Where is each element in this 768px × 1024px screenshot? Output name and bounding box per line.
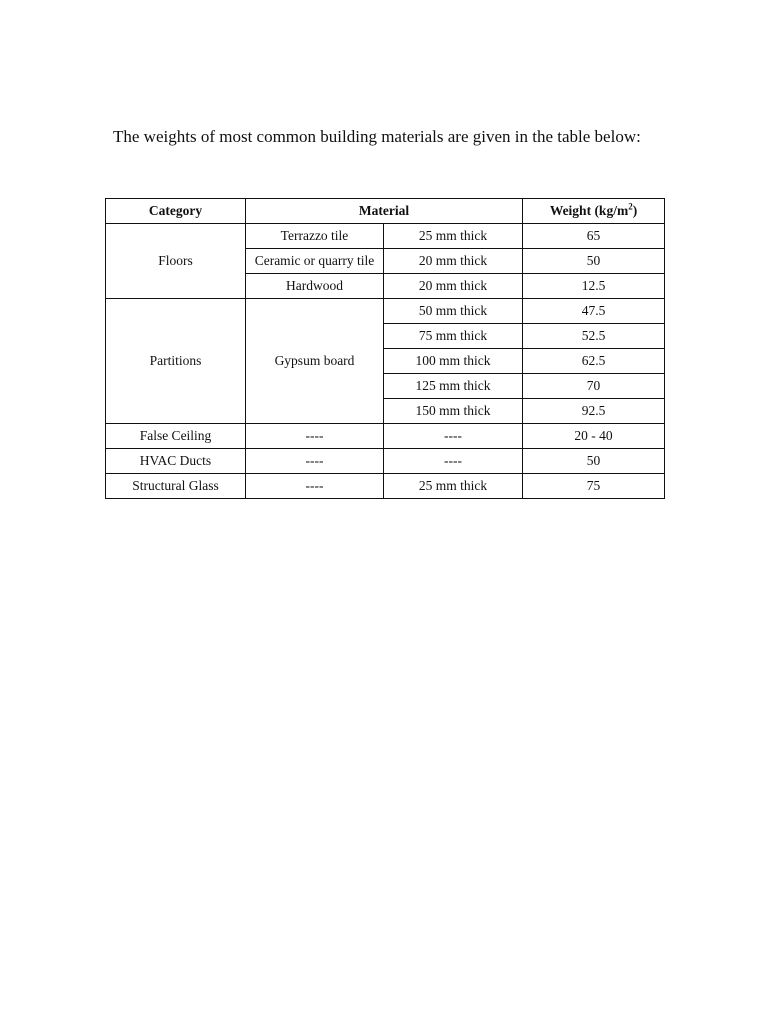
- table-row: [106, 299, 665, 324]
- category-cell: Partitions: [106, 299, 246, 424]
- category-cell: False Ceiling: [106, 424, 246, 449]
- thickness-cell: 50 mm thick: [384, 299, 523, 324]
- thickness-cell: 150 mm thick: [384, 399, 523, 424]
- weight-cell: 50: [523, 249, 665, 274]
- weight-cell: 65: [523, 224, 665, 249]
- header-weight-sup: 2: [628, 201, 633, 212]
- material-cell: Terrazzo tile: [246, 224, 384, 249]
- weight-cell: 92.5: [523, 399, 665, 424]
- header-category: Category: [106, 199, 246, 224]
- weight-cell: 50: [523, 449, 665, 474]
- material-cell: ----: [246, 474, 384, 499]
- thickness-cell: 25 mm thick: [384, 474, 523, 499]
- weight-cell: 70: [523, 374, 665, 399]
- thickness-cell: ----: [384, 424, 523, 449]
- weight-cell: 20 - 40: [523, 424, 665, 449]
- thickness-cell: 75 mm thick: [384, 324, 523, 349]
- header-weight-suffix: ): [632, 203, 638, 218]
- thickness-cell: 20 mm thick: [384, 249, 523, 274]
- materials-weight-table: [105, 198, 665, 499]
- intro-paragraph: The weights of most common building materials are given in the table below:: [113, 127, 641, 146]
- table-header-row: [106, 199, 665, 224]
- category-cell: Floors: [106, 224, 246, 299]
- thickness-cell: 25 mm thick: [384, 224, 523, 249]
- category-cell: Structural Glass: [106, 474, 246, 499]
- table-row: [106, 424, 665, 449]
- header-material: Material: [246, 199, 523, 224]
- weight-cell: 47.5: [523, 299, 665, 324]
- thickness-cell: 125 mm thick: [384, 374, 523, 399]
- table-row: [106, 449, 665, 474]
- thickness-cell: ----: [384, 449, 523, 474]
- thickness-cell: 100 mm thick: [384, 349, 523, 374]
- table-row: [106, 224, 665, 249]
- weight-cell: 75: [523, 474, 665, 499]
- header-weight: [523, 199, 665, 224]
- material-cell: Hardwood: [246, 274, 384, 299]
- category-cell: HVAC Ducts: [106, 449, 246, 474]
- material-cell: ----: [246, 424, 384, 449]
- weight-cell: 12.5: [523, 274, 665, 299]
- thickness-cell: 20 mm thick: [384, 274, 523, 299]
- material-cell: ----: [246, 449, 384, 474]
- weight-cell: 52.5: [523, 324, 665, 349]
- material-cell: Ceramic or quarry tile: [246, 249, 384, 274]
- weight-cell: 62.5: [523, 349, 665, 374]
- material-cell: Gypsum board: [246, 299, 384, 424]
- header-weight-prefix: Weight (kg/m: [549, 203, 629, 218]
- table-row: [106, 474, 665, 499]
